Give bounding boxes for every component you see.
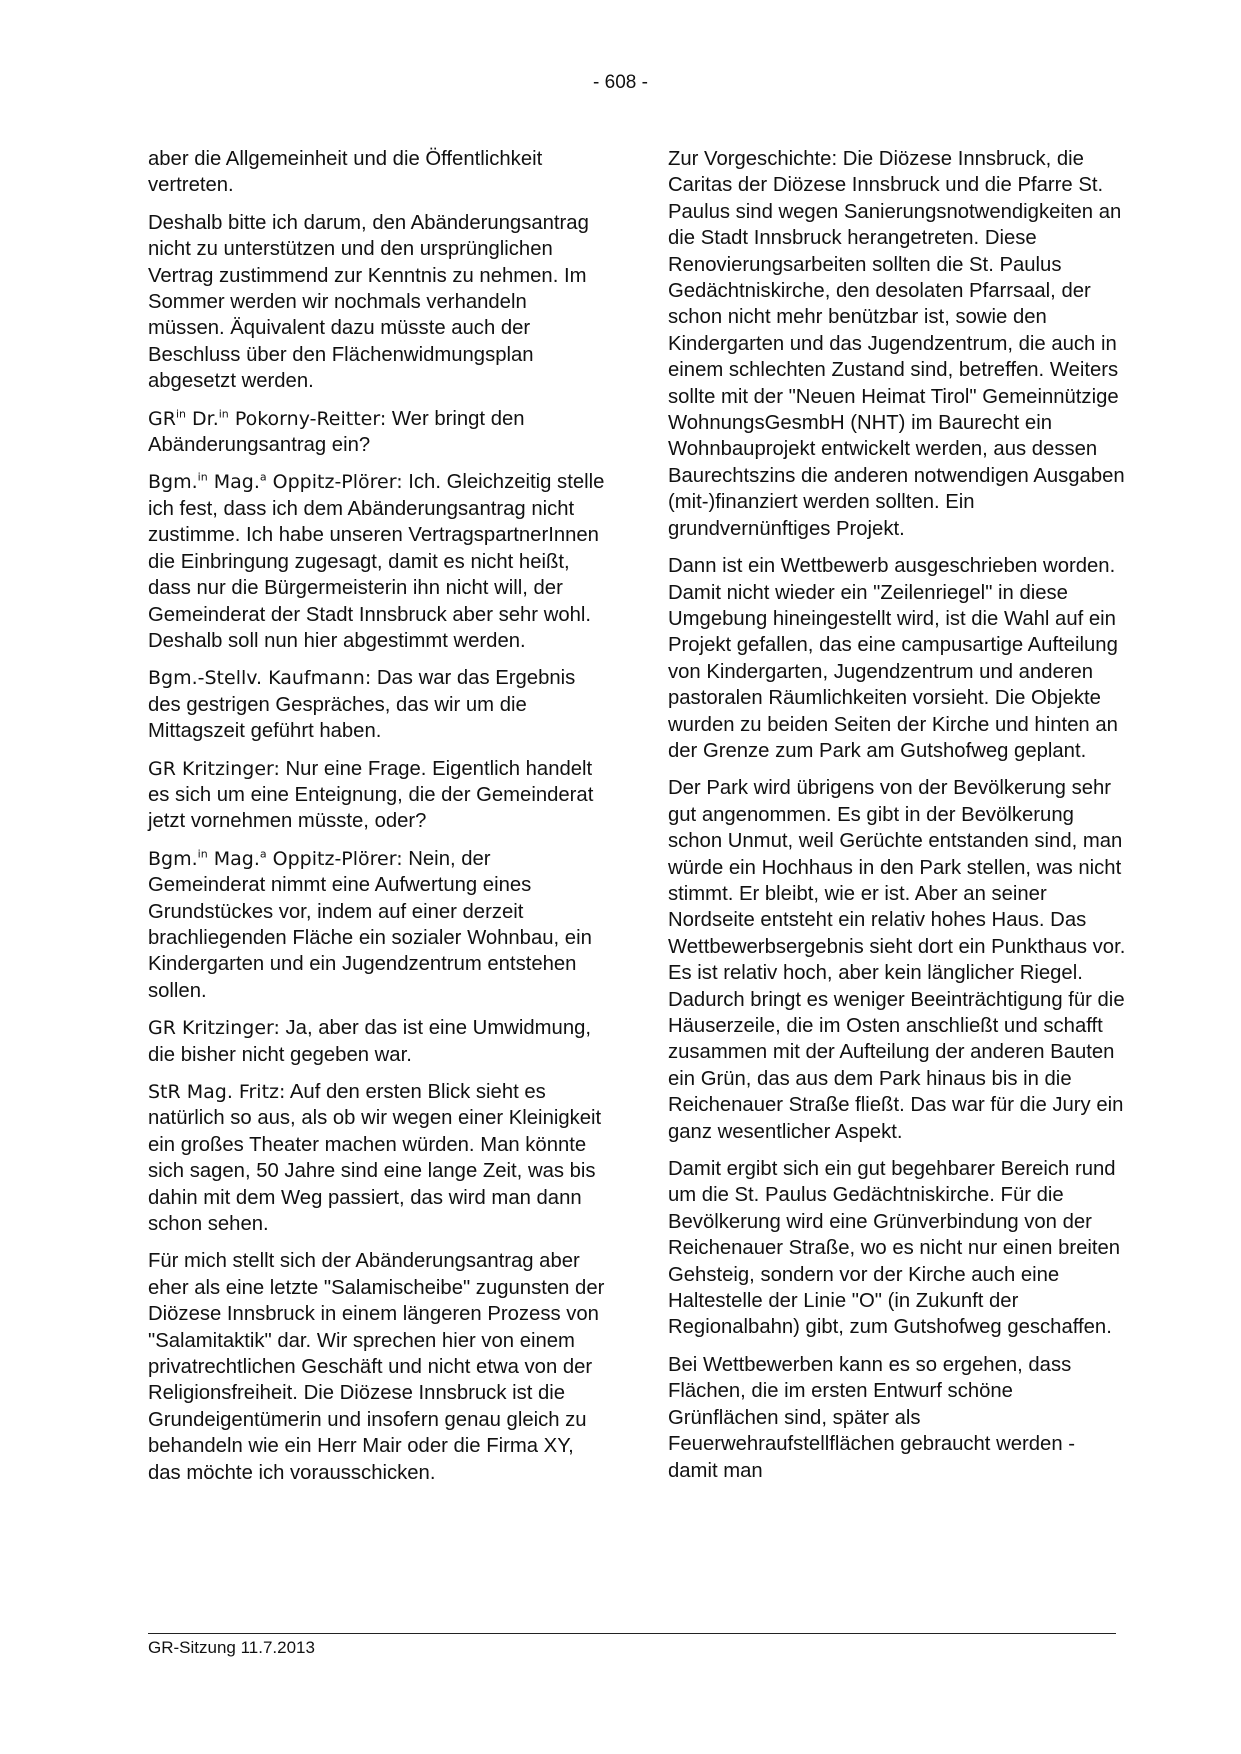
left-column — [148, 146, 606, 1497]
paragraph: Dann ist ein Wettbewerb ausgeschrieben worden. Damit nicht wieder ein "Zeilenriegel" in diese Umgebung hineingestellt wird, ist die Wahl auf ein Projekt gefallen, das eine campusartige Aufteilung von Kindergarten, Jugendzentrum und anderen pastoralen Räumlichkeiten vorsieht. Die Objekte wurden zu beiden Seiten der Kirche und hinten an der Grenze zum Park am Gutshofweg geplant. — [668, 555, 1118, 762]
speaker-label: Bgm.$^{in}$ Mag.$^a$ Oppitz-Plörer: — [148, 471, 403, 494]
speech-kritzinger — [148, 1015, 606, 1068]
page-number: - 608 - — [593, 72, 648, 93]
speech-text: Ich. Gleichzeitig stelle ich fest, dass ich dem Abänderungsantrag nicht zustimme. Ich habe unseren VertragspartnerInnen die Einbringung zugesagt, damit es nicht heißt, dass nur die Bürgermeisterin ihn nicht will, der Gemeinderat der Stadt Innsbruck aber sehr wohl. Deshalb soll nun hier abgestimmt werden. — [148, 471, 605, 652]
paragraph: Deshalb bitte ich darum, den Abänderungsantrag nicht zu unterstützen und den ursprünglichen Vertrag zustimmend zur Kenntnis zu nehmen. Im Sommer werden wir nochmals verhandeln müssen. Äquivalent dazu müsste auch der Beschluss über den Flächenwidmungsplan abgesetzt werden. — [148, 211, 589, 393]
footer-session-date: GR-Sitzung 11.7.2013 — [148, 1638, 315, 1657]
speech-text: Ja, aber das ist eine Umwidmung, die bisher nicht gegeben war. — [148, 1017, 592, 1066]
speaker-label: Bgm.-Stellv. Kaufmann: — [148, 667, 372, 690]
speech-fritz — [148, 1079, 606, 1237]
speaker-label: StR Mag. Fritz: — [148, 1081, 286, 1103]
speech-oppitz-ploerer — [148, 846, 606, 1004]
speech-text: Auf den ersten Blick sieht es natürlich so aus, als ob wir wegen einer Kleinigkeit ein großes Theater machen würden. Man könnte sich sagen, 50 Jahre sind eine lange Zeit, was bis dahin mit dem Weg passiert, das wird man dann schon sehen. — [148, 1081, 602, 1236]
paragraph: Zur Vorgeschichte: Die Diözese Innsbruck, die Caritas der Diözese Innsbruck und die Pfarre St. Paulus sind wegen Sanierungsnotwendigkeiten an die Stadt Innsbruck herangetreten. Diese Renovierungsarbeiten sollten die St. Paulus Gedächtniskirche, den desolaten Pfarrsaal, der schon nicht mehr benützbar ist, sowie den Kindergarten und das Jugendzentrum, die auch in einem schlechten Zustand sind, betreffen. Weiters sollte mit der "Neuen Heimat Tirol" Gemeinnützige WohnungsGesmbH (NHT) im Baurecht ein Wohnbauprojekt entwickelt werden, aus dessen Baurechtszins die anderen notwendigen Ausgaben (mit-)finanziert werden sollten. Ein grundvernünftiges Projekt. — [668, 148, 1125, 540]
speaker-label: Bgm.$^{in}$ Mag.$^a$ Oppitz-Plörer: — [148, 847, 403, 870]
speaker-label: $GR^{in}$ Dr.$^{in}$ Pokorny-Reitter: — [148, 407, 387, 430]
right-column — [668, 146, 1126, 1495]
paragraph: Bei Wettbewerben kann es so ergehen, dass Flächen, die im ersten Entwurf schöne Grünflächen sind, später als Feuerwehraufstellflächen gebraucht werden - damit man — [668, 1353, 1075, 1482]
speech-oppitz-ploerer — [148, 469, 606, 654]
paragraph: Damit ergibt sich ein gut begehbarer Bereich rund um die St. Paulus Gedächtniskirche. Für die Bevölkerung wird eine Grünverbindung von der Reichenauer Straße, wo es nicht nur einen breiten Gehsteig, sondern vor der Kirche auch eine Haltestelle der Linie "O" (in Zukunft der Regionalbahn) gibt, zum Gutshofweg geschaffen. — [668, 1158, 1121, 1339]
paragraph: Der Park wird übrigens von der Bevölkerung sehr gut angenommen. Es gibt in der Bevölkerung schon Unmut, weil Gerüchte entstanden sind, man würde ein Hochhaus in den Park stellen, was nicht stimmt. Er bleibt, wie er ist. Aber an seiner Nordseite entsteht ein relativ hohes Haus. Das Wettbewerbsergebnis sieht dort ein Punkthaus vor. Es ist relativ hoch, aber kein länglicher Riegel. Dadurch bringt es weniger Beeinträchtigung für die Häuserzeile, die im Osten anschließt und schafft zusammen mit der Aufteilung der anderen Bauten ein Grün, das aus dem Park hinaus bis in die Reichenauer Straße fließt. Das war für die Jury ein ganz wesentlicher Aspekt. — [668, 777, 1126, 1143]
paragraph: Für mich stellt sich der Abänderungsantrag aber eher als eine letzte "Salamischeibe" zugunsten der Diözese Innsbruck in einem längeren Prozess von "Salamitaktik" dar. Wir sprechen hier von einem privatrechtlichen Geschäft und nicht etwa von der Religionsfreiheit. Die Diözese Innsbruck ist die Grundeigentümerin und insofern genau gleich zu behandeln wie ein Herr Mair oder die Firma XY, das möchte ich vorausschicken. — [148, 1250, 605, 1484]
speech-text: Wer bringt den Abänderungsantrag ein? — [148, 407, 525, 457]
speaker-label: GR Kritzinger: — [148, 757, 280, 780]
footer-divider — [148, 1633, 1116, 1634]
speech-text: Das war das Ergebnis des gestrigen Gespräches, das wir um die Mittagszeit geführt haben. — [148, 667, 576, 743]
speech-text: Nur eine Frage. Eigentlich handelt es sich um eine Enteignung, die der Gemeinderat jetzt vornehmen müsste, oder? — [148, 757, 594, 833]
speech-kritzinger — [148, 756, 606, 835]
speaker-label: GR Kritzinger: — [148, 1017, 280, 1040]
speech-text: Nein, der Gemeinderat nimmt eine Aufwertung eines Grundstückes vor, indem auf einer derzeit brachliegenden Fläche ein sozialer Wohnbau, ein Kindergarten und ein Jugendzentrum entstehen sollen. — [148, 847, 592, 1002]
paragraph: aber die Allgemeinheit und die Öffentlichkeit vertreten. — [148, 148, 543, 197]
speech-pokorny-reitter — [148, 406, 606, 459]
speech-kaufmann — [148, 665, 606, 744]
